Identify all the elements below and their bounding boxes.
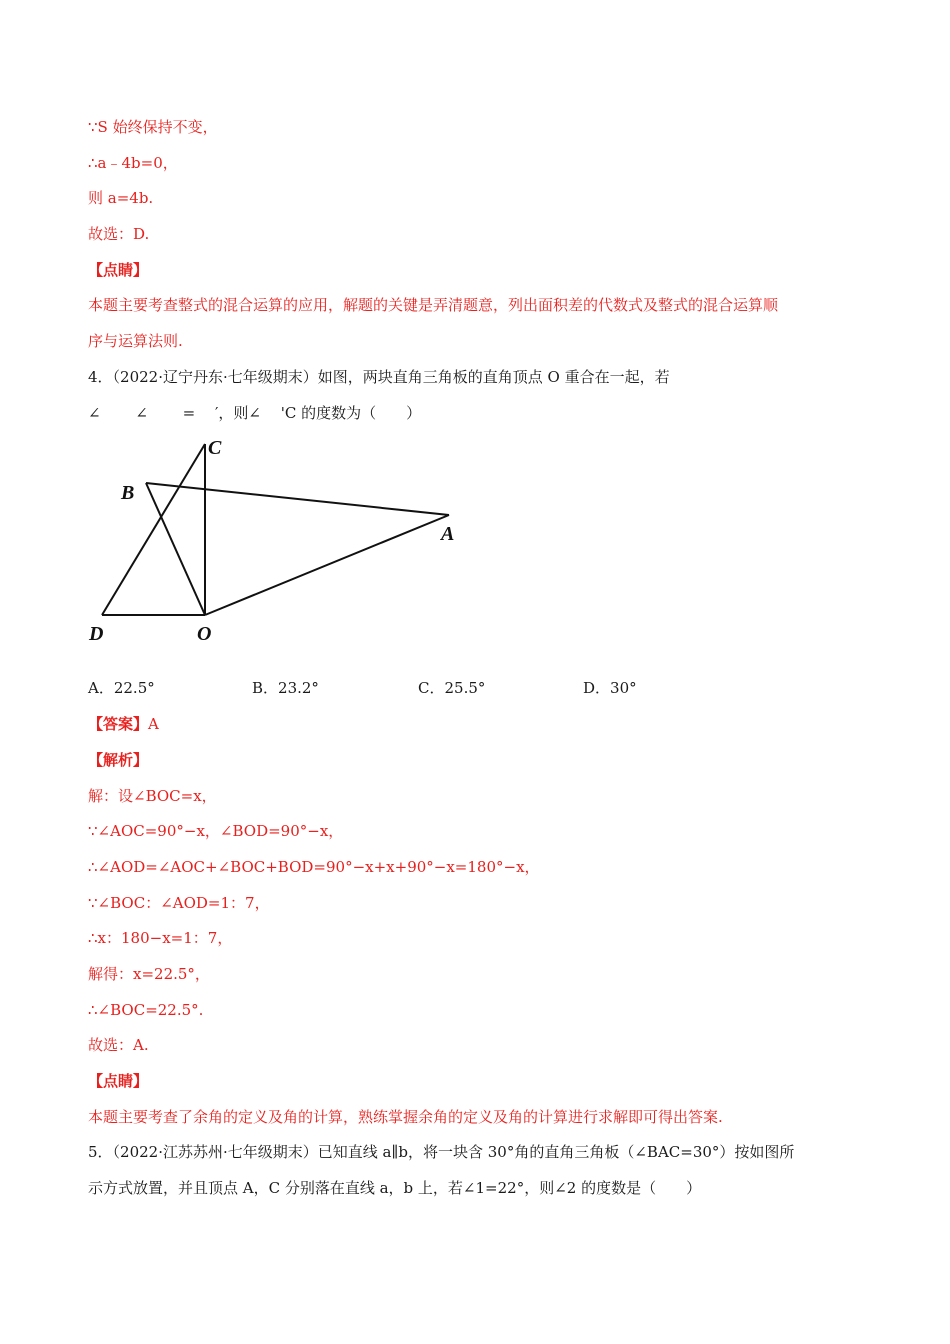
- analysis-line: ∴x：180−x=1：7，: [88, 929, 233, 947]
- solution-line: ∴a﹣4b=0，: [88, 154, 178, 172]
- question-5-stem-cont: 示方式放置，并且顶点 A，C 分别落在直线 a，b 上，若∠1=22°，则∠2 的度数是（ ）: [88, 1179, 702, 1197]
- solution-line: 则 a=4b.: [88, 189, 154, 207]
- question-4-stem: 4．（2022·辽宁丹东·七年级期末）如图，两块直角三角板的直角顶点 O 重合在一起，若: [88, 368, 670, 386]
- question-5-stem: 5．（2022·江苏苏州·七年级期末）已知直线 a∥b，将一块含 30°角的直角三角板（∠BAC=30°）按如图所: [88, 1143, 795, 1161]
- option-a: A．22.5°: [88, 679, 155, 697]
- analysis-line: ∵∠BOC：∠AOD=1：7，: [88, 894, 270, 912]
- option-c: C．25.5°: [418, 679, 486, 697]
- segment-BA: [146, 483, 449, 515]
- segment-DC: [102, 444, 205, 615]
- segment-BO: [146, 483, 205, 615]
- label-B: B: [121, 482, 135, 504]
- comment-line: 本题主要考查了余角的定义及角的计算，熟练掌握余角的定义及角的计算进行求解即可得出答案.: [88, 1108, 723, 1126]
- analysis-line: ∴∠BOC=22.5°.: [88, 1001, 204, 1019]
- analysis-line: 解得：x=22.5°，: [88, 965, 210, 983]
- label-O: O: [197, 623, 212, 645]
- answer-row: [88, 714, 159, 734]
- solution-line: 故选：D.: [88, 225, 150, 243]
- option-b: B．23.2°: [252, 679, 319, 697]
- segment-OA: [205, 515, 449, 615]
- analysis-line: ∴∠AOD=∠AOC+∠BOC+BOD=90°−x+x+90°−x=180°−x，: [88, 858, 540, 876]
- comment-label: 【点睛】: [88, 261, 149, 279]
- triangle-figure: [85, 432, 475, 652]
- option-d: D．30°: [583, 679, 637, 697]
- label-A: A: [441, 523, 455, 545]
- analysis-line: 故选：A.: [88, 1036, 149, 1054]
- analysis-line: ∵∠AOC=90°−x，∠BOD=90°−x，: [88, 822, 344, 840]
- question-4-stem-cont: ∠ ∠ = ′，则∠ 'C 的度数为（ ）: [88, 404, 422, 422]
- comment-label: 【点睛】: [88, 1072, 149, 1090]
- comment-line: 序与运算法则.: [88, 332, 183, 350]
- solution-line: ∵S 始终保持不变，: [88, 118, 218, 136]
- label-C: C: [208, 437, 222, 459]
- comment-line: 本题主要考查整式的混合运算的应用，解题的关键是弄清题意，列出面积差的代数式及整式的混合运算顺: [88, 296, 779, 314]
- answer-label: 【答案】: [88, 715, 149, 733]
- answer-value: A: [148, 715, 159, 733]
- analysis-label: 【解析】: [88, 751, 149, 769]
- analysis-line: 解：设∠BOC=x，: [88, 787, 217, 805]
- label-D: D: [89, 623, 104, 645]
